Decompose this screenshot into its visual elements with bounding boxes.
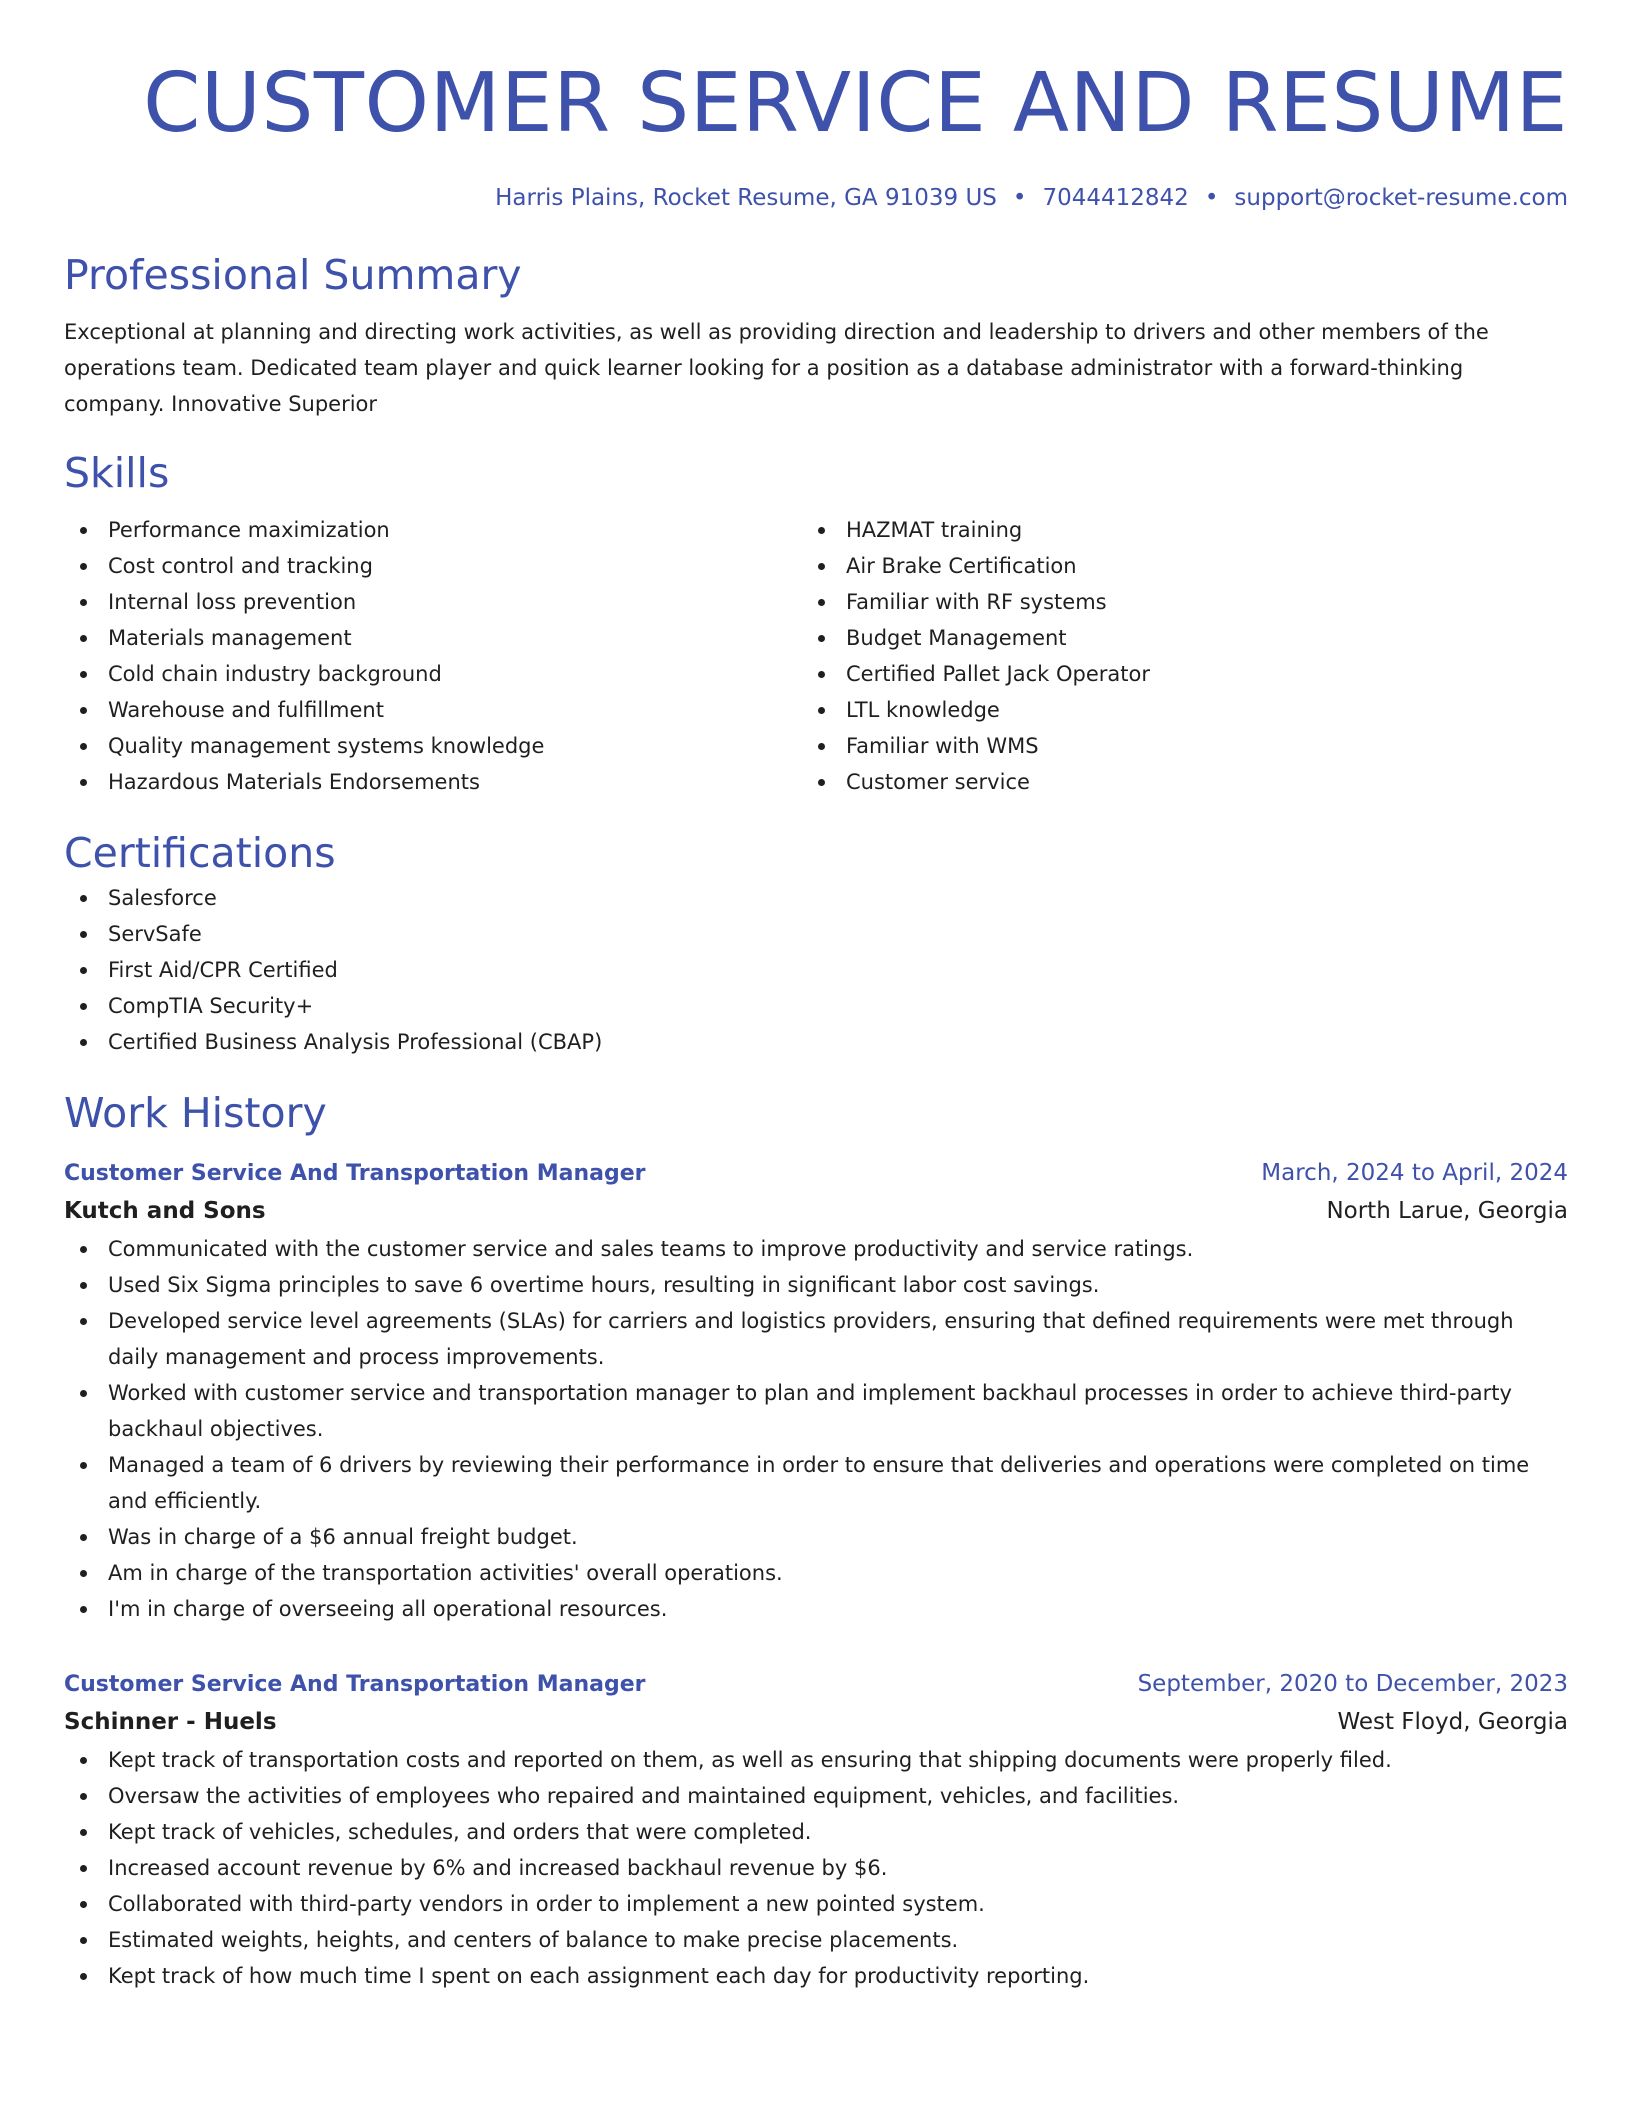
skill-item: Cold chain industry background [64, 656, 802, 692]
certification-item: CompTIA Security+ [64, 988, 1568, 1024]
certification-item: Salesforce [64, 880, 1568, 916]
job-duty-item: Developed service level agreements (SLAs) for carriers and logistics providers, ensuring that defined requirements were met through daily management and process improvements. [64, 1303, 1568, 1375]
skills-heading: Skills [64, 449, 170, 497]
skill-item: LTL knowledge [802, 692, 1540, 728]
skill-item: Familiar with RF systems [802, 584, 1540, 620]
job-duty-item: Was in charge of a $6 annual freight budget. [64, 1519, 1568, 1555]
certifications-list [64, 880, 1568, 1060]
job-duty-item: Managed a team of 6 drivers by reviewing their performance in order to ensure that deliveries and operations were completed on time and efficiently. [64, 1447, 1568, 1519]
skill-item: Quality management systems knowledge [64, 728, 802, 764]
skill-item: Air Brake Certification [802, 548, 1540, 584]
skill-item: Materials management [64, 620, 802, 656]
job-dates: March, 2024 to April, 2024 [1261, 1160, 1568, 1186]
skill-item: Certified Pallet Jack Operator [802, 656, 1540, 692]
work-history-heading: Work History [64, 1089, 327, 1137]
job-duty-item: Kept track of how much time I spent on each assignment each day for productivity reporting. [64, 1958, 1568, 1994]
job-duty-item: Oversaw the activities of employees who repaired and maintained equipment, vehicles, and facilities. [64, 1778, 1568, 1814]
job-duties-list [64, 1231, 1568, 1627]
job-duty-item: Collaborated with third-party vendors in order to implement a new pointed system. [64, 1886, 1568, 1922]
job-duty-item: Am in charge of the transportation activities' overall operations. [64, 1555, 1568, 1591]
job-duty-item: I'm in charge of overseeing all operational resources. [64, 1591, 1568, 1627]
job-title-row [64, 1667, 1568, 1702]
job-dates: September, 2020 to December, 2023 [1137, 1671, 1568, 1697]
job-title: Customer Service And Transportation Manager [64, 1672, 646, 1697]
contact-email[interactable]: support@rocket-resume.com [1234, 185, 1568, 211]
skill-item: Warehouse and fulfillment [64, 692, 802, 728]
job-duty-item: Kept track of vehicles, schedules, and orders that were completed. [64, 1814, 1568, 1850]
certifications-heading: Certifications [64, 829, 336, 877]
job-location: West Floyd, Georgia [1337, 1709, 1568, 1735]
skills-list-right [802, 512, 1540, 800]
contact-line [64, 182, 1568, 214]
skill-item: Performance maximization [64, 512, 802, 548]
job-company: Schinner - Huels [64, 1709, 277, 1735]
job-company-row [64, 1702, 1568, 1742]
certification-item: First Aid/CPR Certified [64, 952, 1568, 988]
skill-item: Familiar with WMS [802, 728, 1540, 764]
job-location: North Larue, Georgia [1326, 1198, 1568, 1224]
job-duty-item: Estimated weights, heights, and centers of balance to make precise placements. [64, 1922, 1568, 1958]
skills-list-left [64, 512, 802, 800]
job-duty-item: Worked with customer service and transportation manager to plan and implement backhaul processes in order to achieve third-party backhaul objectives. [64, 1375, 1568, 1447]
contact-phone: 7044412842 [1042, 185, 1189, 211]
summary-heading: Professional Summary [64, 251, 522, 299]
job-company: Kutch and Sons [64, 1198, 266, 1224]
contact-address: Harris Plains, Rocket Resume, GA 91039 US [495, 185, 997, 211]
contact-separator: • [1204, 185, 1219, 211]
job-duty-item: Used Six Sigma principles to save 6 overtime hours, resulting in significant labor cost savings. [64, 1267, 1568, 1303]
skill-item: Hazardous Materials Endorsements [64, 764, 802, 800]
resume-name: CUSTOMER SERVICE AND RESUME [143, 56, 1568, 151]
job-duty-item: Kept track of transportation costs and reported on them, as well as ensuring that shipping documents were properly filed. [64, 1742, 1568, 1778]
summary-text: Exceptional at planning and directing work activities, as well as providing direction and leadership to drivers and other members of the operations team. Dedicated team player and quick learner looking for a position as a database administrator with a forward-thinking company. Innovative Superior [64, 320, 1489, 416]
job-company-row [64, 1191, 1568, 1231]
skill-item: Internal loss prevention [64, 584, 802, 620]
skill-item: Cost control and tracking [64, 548, 802, 584]
certification-item: Certified Business Analysis Professional (CBAP) [64, 1024, 1568, 1060]
job-title-row [64, 1156, 1568, 1191]
resume-header [64, 56, 1568, 214]
skill-item: HAZMAT training [802, 512, 1540, 548]
job-title: Customer Service And Transportation Manager [64, 1161, 646, 1186]
job-duty-item: Increased account revenue by 6% and increased backhaul revenue by $6. [64, 1850, 1568, 1886]
job-entry [64, 1667, 1568, 1994]
contact-separator: • [1012, 185, 1027, 211]
skill-item: Customer service [802, 764, 1540, 800]
certification-item: ServSafe [64, 916, 1568, 952]
job-duties-list [64, 1742, 1568, 1994]
job-duty-item: Communicated with the customer service and sales teams to improve productivity and service ratings. [64, 1231, 1568, 1267]
skill-item: Budget Management [802, 620, 1540, 656]
skills-grid [64, 512, 1568, 800]
job-entry [64, 1156, 1568, 1627]
